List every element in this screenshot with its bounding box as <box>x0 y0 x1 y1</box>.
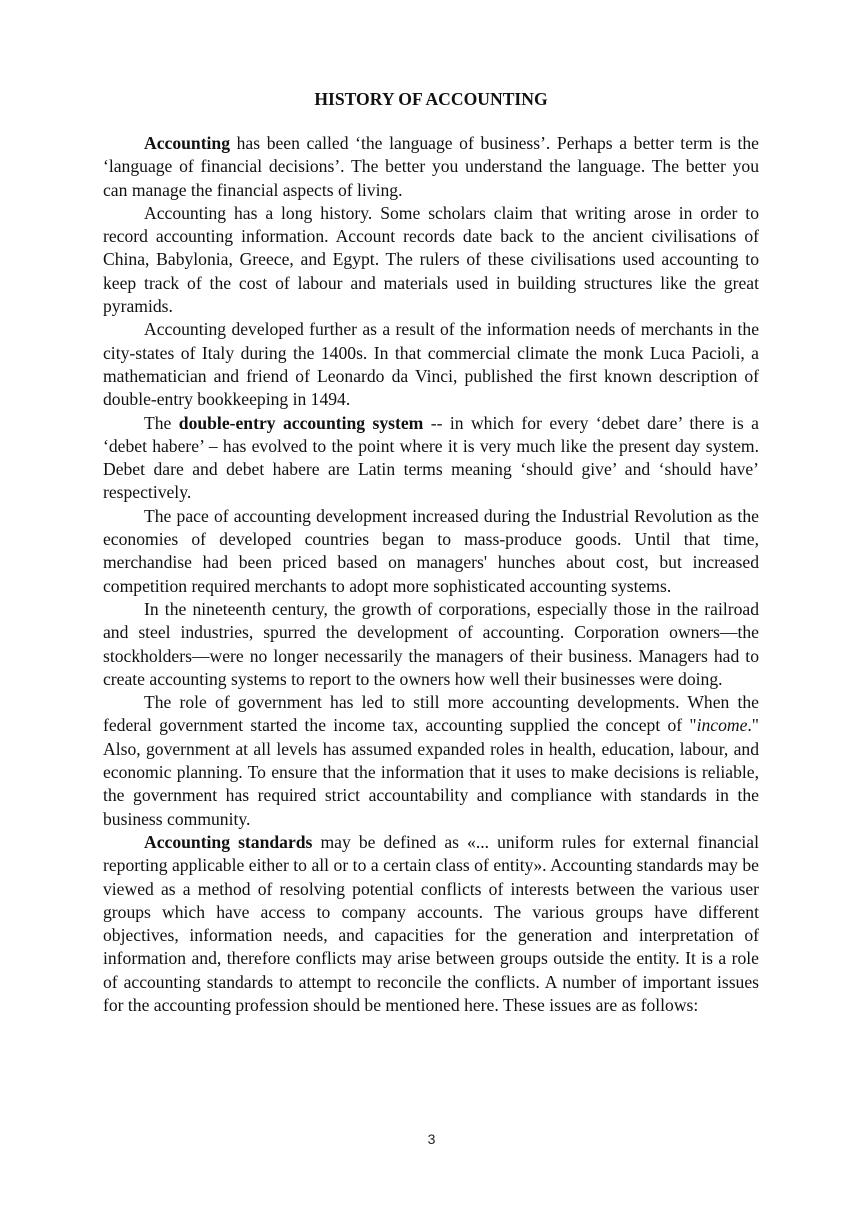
paragraph-text: has been called ‘the language of business’. Perhaps a better term is the ‘language of financial decisions’. The better you understand the language. The better you can manage the financial aspects of living. <box>103 133 759 200</box>
paragraph-role-of-government <box>103 691 759 831</box>
paragraph-text: The <box>144 412 179 433</box>
paragraph-text: The role of government has led to still more accounting developments. When the federal government started the income tax, accounting supplied the concept of " <box>103 692 759 736</box>
paragraph-accounting-standards <box>103 831 759 1017</box>
paragraph-long-history: Accounting has a long history. Some scholars claim that writing arose in order to record accounting information. Account records date back to the ancient civilisations of China, Babylonia, Greece, and Egypt. The rulers of these civilisations used accounting to keep track of the cost of labour and materials used in building structures like the great pyramids. <box>103 202 759 317</box>
term-double-entry-system: double-entry accounting system <box>178 412 424 433</box>
paragraph-text: -- in which for every ‘debet dare’ there is a ‘debet habere’ – has evolved to the point where it is very much like the present day system. Debet dare and debet habere are Latin terms meaning ‘should give’ and ‘should have’ respectively. <box>103 412 759 503</box>
term-accounting: Accounting <box>144 133 231 153</box>
paragraph-double-entry <box>103 412 759 505</box>
paragraph-text: may be defined as «... uniform rules for external financial reporting applicable either to all or to a certain class of entity». Accounting standards may be viewed as a method of resolving potential conflicts of interests between the various user groups which have access to company accounts. The various groups have different objectives, information needs, and capacities for the generation and interpretation of information and, therefore conflicts may arise between groups outside the entity. It is a role of accounting standards to attempt to reconcile the conflicts. A number of important issues for the accounting profession should be mentioned here. These issues are as follows: <box>103 831 759 1015</box>
page-number: 3 <box>427 1131 436 1147</box>
paragraph-industrial-revolution: The pace of accounting development increased during the Industrial Revolution as the economies of developed countries began to mass-produce goods. Until that time, merchandise had been priced based on managers' hunches about cost, but increased competition required merchants to adopt more sophisticated accounting systems. <box>103 505 759 596</box>
term-accounting-standards: Accounting standards <box>144 831 313 852</box>
term-income: income <box>696 715 748 736</box>
document-title: HISTORY OF ACCOUNTING <box>314 89 548 109</box>
paragraph-text: ." Also, government at all levels has assumed expanded roles in health, education, labour, and economic planning. To ensure that the information that it uses to make decisions is reliable, the government has required strict accountability and compliance with standards in the business community. <box>103 715 759 829</box>
paragraph-nineteenth-century: In the nineteenth century, the growth of corporations, especially those in the railroad and steel industries, spurred the development of accounting. Corporation owners—the stockholders—were no longer necessarily the managers of their business. Managers had to create accounting systems to report to the owners how well their businesses were doing. <box>103 598 759 689</box>
paragraph-italy-1400s: Accounting developed further as a result of the information needs of merchants in the city-states of Italy during the 1400s. In that commercial climate the monk Luca Pacioli, a mathematician and friend of Leonardo da Vinci, published the first known description of double-entry bookkeeping in 1494. <box>103 319 759 410</box>
paragraph-language-of-business <box>103 132 759 202</box>
document-page <box>103 88 759 1017</box>
